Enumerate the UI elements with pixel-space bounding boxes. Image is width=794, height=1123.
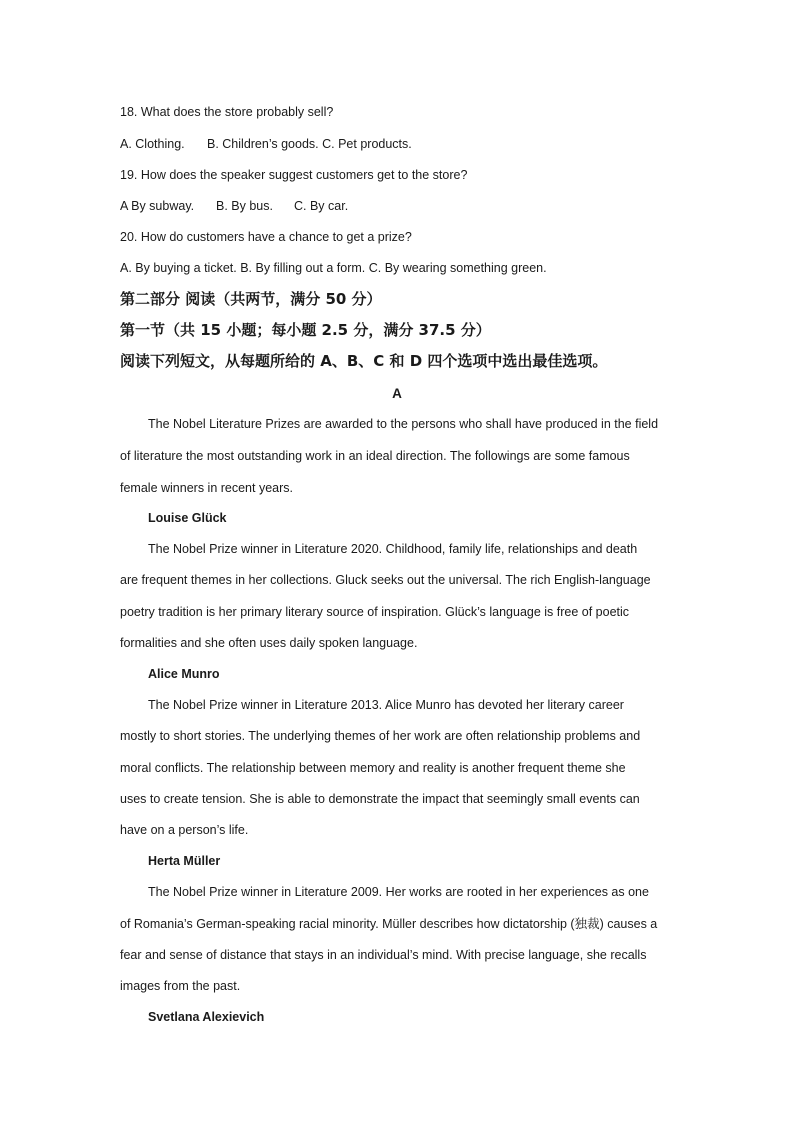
winner-text-line: are frequent themes in her collections. Gluck seeks out the universal. The rich English-language <box>120 573 651 587</box>
winner-text-line: uses to create tension. She is able to demonstrate the impact that seemingly small events can <box>120 792 640 806</box>
option-c: C. Pet products. <box>322 137 412 151</box>
winner-text-line: The Nobel Prize winner in Literature 2009. Her works are rooted in her experiences as one <box>148 885 649 899</box>
winner-name: Alice Munro <box>148 667 220 681</box>
question-18-options <box>120 136 412 152</box>
question-18-stem: 18. What does the store probably sell? <box>120 105 334 119</box>
winner-text-line: mostly to short stories. The underlying themes of her work are often relationship problems and <box>120 729 641 743</box>
intro-line: female winners in recent years. <box>120 481 293 495</box>
section-instruction: 阅读下列短文，从每题所给的 A、B、C 和 D 四个选项中选出最佳选项。 <box>120 352 608 370</box>
option-c: C. By car. <box>294 199 349 213</box>
winner-text-line: moral conflicts. The relationship between memory and reality is another frequent theme she <box>120 761 626 775</box>
winner-text-line: The Nobel Prize winner in Literature 2013. Alice Munro has devoted her literary career <box>148 698 624 712</box>
winner-text-line: The Nobel Prize winner in Literature 2020. Childhood, family life, relationships and death <box>148 542 638 556</box>
question-20-options: A. By buying a ticket. B. By filling out a form. C. By wearing something green. <box>120 261 547 275</box>
winner-name: Louise Glück <box>148 511 227 525</box>
section-subtitle: 第一节（共 15 小题；每小题 2.5 分，满分 37.5 分） <box>120 321 491 339</box>
winner-text-line: have on a person’s life. <box>120 823 249 837</box>
winner-text-line: of Romania’s German-speaking racial minority. Müller describes how dictatorship (独裁) causes a <box>120 917 658 931</box>
passage-label: A <box>392 386 402 401</box>
winner-text-line: images from the past. <box>120 979 241 993</box>
winner-name: Herta Müller <box>148 854 221 868</box>
intro-line: The Nobel Literature Prizes are awarded to the persons who shall have produced in the field <box>148 417 659 431</box>
question-20-stem: 20. How do customers have a chance to get a prize? <box>120 230 412 244</box>
winner-name: Svetlana Alexievich <box>148 1010 265 1024</box>
option-a: A By subway. <box>120 199 195 213</box>
question-19-stem: 19. How does the speaker suggest customers get to the store? <box>120 168 468 182</box>
option-b: B. By bus. <box>216 199 273 213</box>
part-title: 第二部分 阅读（共两节，满分 50 分） <box>120 290 382 308</box>
winner-text-line: formalities and she often uses daily spoken language. <box>120 636 418 650</box>
option-a: A. Clothing. <box>120 137 185 151</box>
winner-text-line: poetry tradition is her primary literary source of inspiration. Glück’s language is free of poetic <box>120 605 630 619</box>
question-19-options <box>120 198 348 214</box>
intro-line: of literature the most outstanding work in an ideal direction. The followings are some famous <box>120 449 630 463</box>
winner-text-line: fear and sense of distance that stays in an individual’s mind. With precise language, she recalls <box>120 948 647 962</box>
option-b: B. Children’s goods. <box>207 137 319 151</box>
